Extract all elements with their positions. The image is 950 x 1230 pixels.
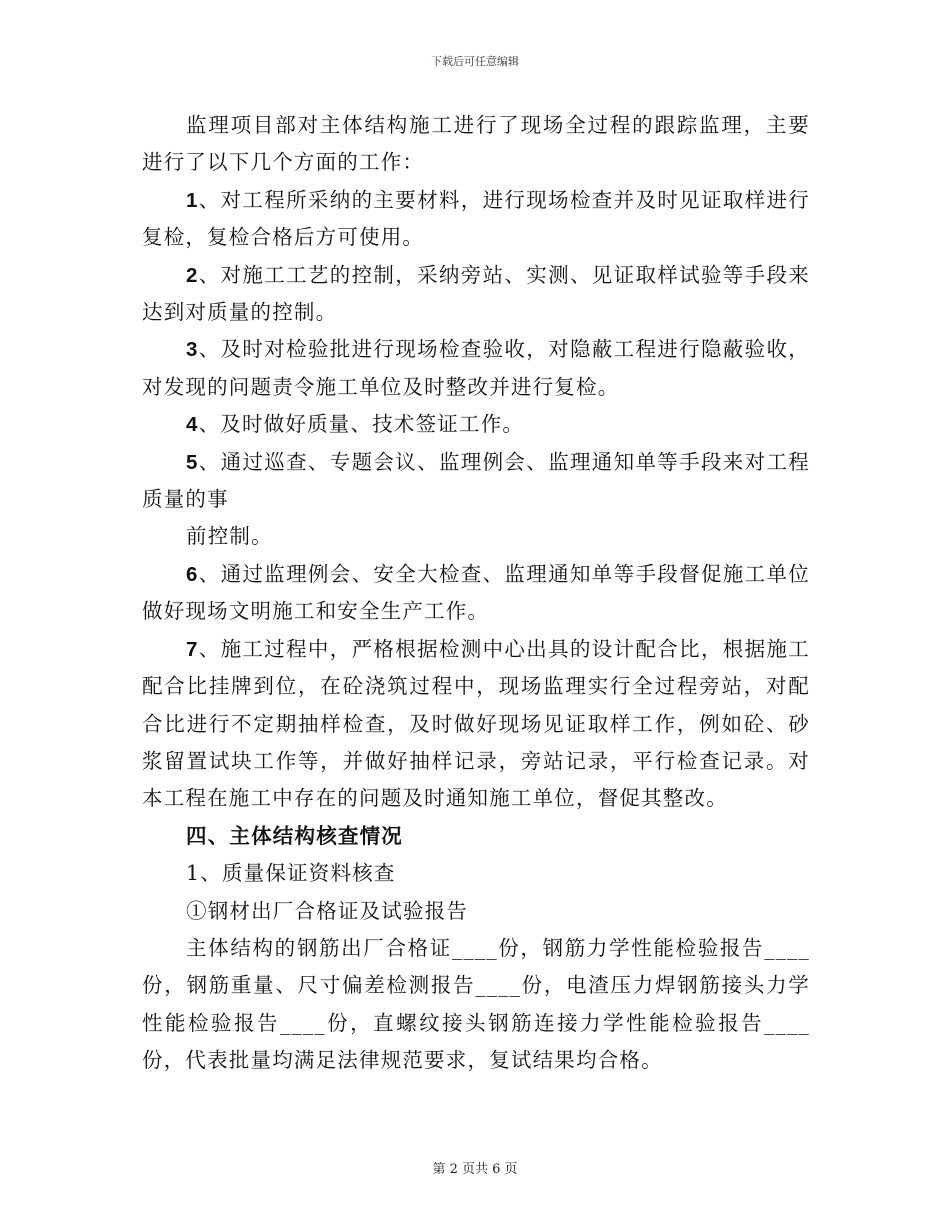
page-number: 第 2 页共 6 页 [432, 1162, 518, 1177]
document-body [142, 107, 810, 1080]
sub-sub-heading: ①钢材出厂合格证及试验报告 [186, 898, 469, 923]
list-item-number: 7 [186, 637, 199, 661]
list-item-number: 5 [186, 450, 199, 474]
list-item-number: 2 [186, 263, 199, 287]
list-item-text: 、及时对检验批进行现场检查验收，对隐蔽工程进行隐蔽验收，对发现的问题责令施工单位及时整改并进行复检。 [142, 337, 810, 399]
section-heading: 四、主体结构核查情况 [186, 823, 403, 848]
list-item-number: 1 [186, 188, 199, 212]
list-item-3 [142, 331, 810, 406]
list-item-text: 、对工程所采纳的主要材料，进行现场检查并及时见证取样进行复检，复检合格后方可使用。 [142, 187, 810, 250]
list-item-5-continuation: 前控制。 [186, 524, 273, 549]
list-item-4 [142, 406, 810, 443]
list-item-1 [142, 182, 810, 257]
page-header: 下载后可任意编辑 [431, 55, 519, 68]
sub-heading: 1、质量保证资料核查 [186, 861, 396, 886]
list-item-5 [142, 444, 810, 519]
list-item-text: 、施工过程中，严格根据检测中心出具的设计配合比，根据施工配合比挂牌到位，在砼浇筑过程中，现场监理实行全过程旁站，对配合比进行不定期抽样检查，及时做好现场见证取样工作，例如砼、砂浆留置试块工作等，并做好抽样记录，旁站记录，平行检查记录。对本工程在施工中存在的问题及时通知施工单位，督促其整改。 [142, 636, 810, 811]
list-item-2 [142, 257, 810, 332]
list-item-text: 、及时做好质量、技术签证工作。 [198, 412, 525, 437]
list-item-6 [142, 556, 810, 631]
intro-paragraph: 监理项目部对主体结构施工进行了现场全过程的跟踪监理，主要进行了以下几个方面的工作： [142, 113, 810, 175]
list-item-text: 、对施工工艺的控制，采纳旁站、实测、见证取样试验等手段来达到对质量的控制。 [142, 262, 810, 325]
list-item-text: 、通过巡查、专题会议、监理例会、监理通知单等手段来对工程质量的事 [142, 449, 810, 512]
list-item-number: 3 [186, 338, 199, 362]
list-item-number: 4 [186, 413, 199, 437]
final-paragraph: 主体结构的钢筋出厂合格证____份，钢筋力学性能检验报告____份，钢筋重量、尺寸偏差检测报告____份，电渣压力焊钢筋接头力学性能检验报告____份，直螺纹接头钢筋连接力学性能检验报告____份，代表批量均满足法律规范要求，复试结果均合格。 [142, 935, 810, 1073]
list-item-number: 6 [186, 562, 199, 586]
list-item-text: 、通过监理例会、安全大检查、监理通知单等手段督促施工单位做好现场文明施工和安全生产工作。 [142, 561, 810, 624]
list-item-7 [142, 631, 810, 818]
